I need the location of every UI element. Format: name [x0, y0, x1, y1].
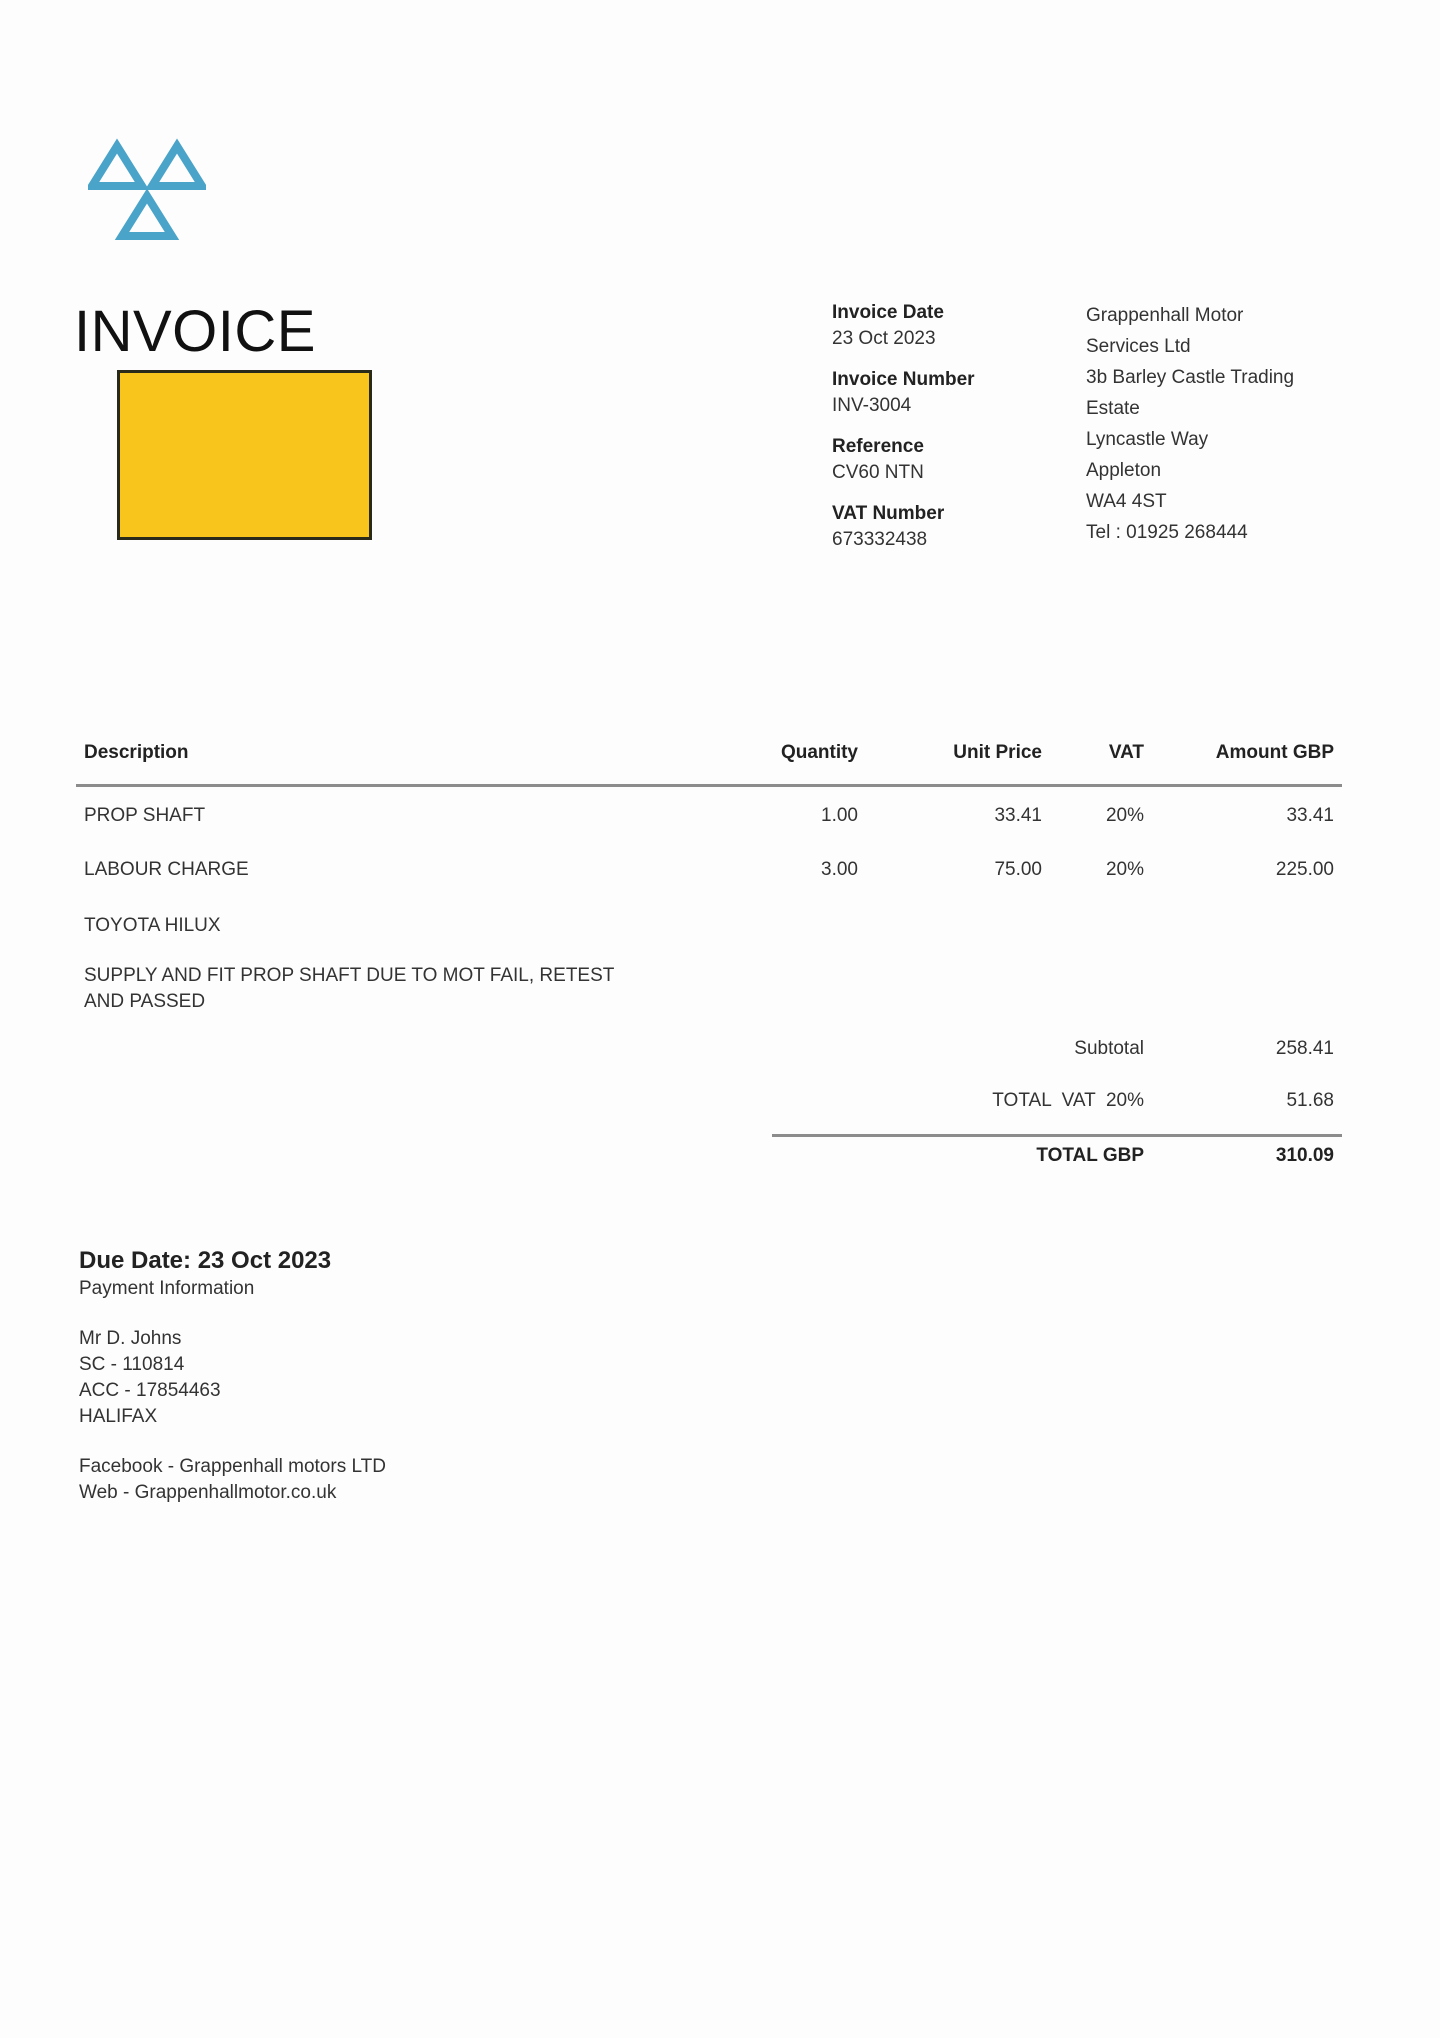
vehicle-note: TOYOTA HILUX	[84, 915, 221, 936]
vat-number-block	[832, 501, 1052, 553]
reference-value: CV60 NTN	[832, 462, 924, 483]
spacer	[79, 1430, 386, 1454]
row-unit-price: 75.00	[994, 859, 1042, 880]
invoice-number-value: INV-3004	[832, 395, 912, 416]
facebook-contact: Facebook - Grappenhall motors LTD	[79, 1456, 386, 1477]
vat-number-value: 673332438	[832, 529, 928, 550]
invoice-number-block	[832, 367, 1052, 419]
company-line: Services Ltd	[1086, 336, 1191, 357]
row-vat: 20%	[1105, 859, 1144, 880]
row-amount: 33.41	[1286, 805, 1334, 826]
row-unit-price: 33.41	[994, 805, 1042, 826]
vat-number-label: VAT Number	[832, 503, 945, 524]
row-quantity: 1.00	[821, 805, 858, 826]
payment-section	[79, 1246, 386, 1506]
header-quantity: Quantity	[780, 742, 858, 763]
due-date: Due Date: 23 Oct 2023	[79, 1247, 332, 1274]
row-vat: 20%	[1105, 805, 1144, 826]
invoice-number-label: Invoice Number	[832, 369, 975, 390]
reference-label: Reference	[832, 436, 924, 457]
subtotal-row	[772, 1030, 1342, 1082]
grand-total-value: 310.09	[1275, 1145, 1334, 1166]
vat-total-label: TOTAL VAT 20%	[992, 1090, 1144, 1111]
header-vat: VAT	[1108, 742, 1144, 763]
row-description: LABOUR CHARGE	[84, 859, 249, 880]
account-line: HALIFAX	[79, 1406, 158, 1427]
work-note: SUPPLY AND FIT PROP SHAFT DUE TO MOT FAIL, RETEST AND PASSED	[84, 965, 615, 1012]
invoice-date-value: 23 Oct 2023	[832, 328, 936, 349]
company-line: 3b Barley Castle Trading	[1086, 367, 1295, 388]
grand-total-label: TOTAL GBP	[1036, 1145, 1144, 1166]
header-description: Description	[84, 742, 189, 763]
reference-block	[832, 434, 1052, 486]
company-line: Grappenhall Motor	[1086, 305, 1244, 326]
subtotal-label: Subtotal	[1074, 1038, 1144, 1059]
account-line: ACC - 17854463	[79, 1380, 221, 1401]
company-line: Appleton	[1086, 460, 1162, 481]
company-phone: Tel : 01925 268444	[1086, 522, 1248, 543]
company-address	[1086, 300, 1346, 548]
vat-total-value: 51.68	[1286, 1090, 1334, 1111]
redaction-box	[117, 370, 372, 540]
invoice-date-label: Invoice Date	[832, 302, 944, 323]
subtotal-value: 258.41	[1275, 1038, 1334, 1059]
web-contact: Web - Grappenhallmotor.co.uk	[79, 1482, 337, 1503]
vat-total-row	[772, 1082, 1342, 1134]
page-title: INVOICE	[74, 299, 316, 364]
account-line: SC - 110814	[79, 1354, 185, 1375]
line-items-table	[76, 742, 1342, 1015]
header-unit-price: Unit Price	[953, 742, 1042, 763]
account-line: Mr D. Johns	[79, 1328, 182, 1349]
header-amount: Amount GBP	[1215, 742, 1334, 763]
company-line: Lyncastle Way	[1086, 429, 1209, 450]
company-line: Estate	[1086, 398, 1140, 419]
company-line: WA4 4ST	[1086, 491, 1167, 512]
invoice-date-block	[832, 300, 1052, 352]
grand-total-row	[772, 1137, 1342, 1189]
spacer	[79, 1302, 386, 1326]
row-quantity: 3.00	[821, 859, 858, 880]
row-amount: 225.00	[1275, 859, 1334, 880]
payment-info-label: Payment Information	[79, 1278, 255, 1299]
table-header-row	[76, 742, 1342, 784]
table-row	[76, 841, 1342, 895]
table-row	[76, 787, 1342, 841]
invoice-meta	[832, 300, 1052, 568]
row-description: PROP SHAFT	[84, 805, 206, 826]
mot-triangles-icon	[88, 138, 206, 242]
totals-section	[772, 1030, 1342, 1189]
